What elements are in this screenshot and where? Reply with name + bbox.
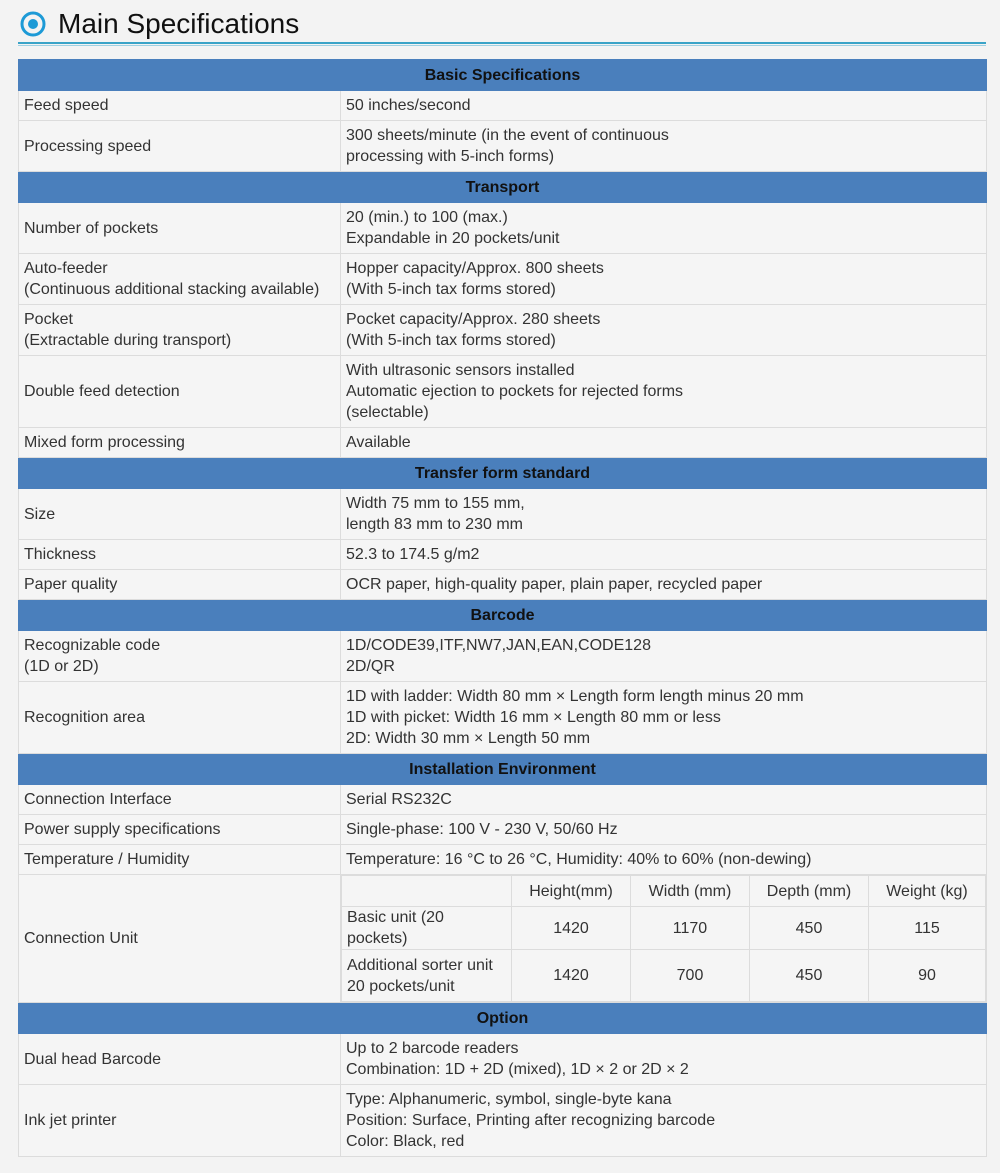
- spec-value: Single-phase: 100 V - 230 V, 50/60 Hz: [341, 815, 987, 845]
- section-header-basic: Basic Specifications: [19, 60, 987, 91]
- unit-depth: 450: [750, 950, 869, 1002]
- spec-value: 1D/CODE39,ITF,NW7,JAN,EAN,CODE128 2D/QR: [341, 631, 987, 682]
- connection-unit-header-row: [342, 876, 986, 907]
- column-header: Weight (kg): [869, 876, 986, 907]
- title-divider: [18, 42, 986, 44]
- unit-weight: 115: [869, 907, 986, 950]
- spec-label: Number of pockets: [19, 203, 341, 254]
- unit-name: Additional sorter unit 20 pockets/unit: [342, 950, 512, 1002]
- spec-label: Double feed detection: [19, 356, 341, 428]
- spec-value: 52.3 to 174.5 g/m2: [341, 540, 987, 570]
- spec-value: Pocket capacity/Approx. 280 sheets (With 5-inch tax forms stored): [341, 305, 987, 356]
- unit-name: Basic unit (20 pockets): [342, 907, 512, 950]
- section-header-barcode: Barcode: [19, 600, 987, 631]
- spec-value: With ultrasonic sensors installed Automatic ejection to pockets for rejected forms (selectable): [341, 356, 987, 428]
- spec-table: [18, 59, 987, 1157]
- page-title: Main Specifications: [58, 8, 300, 39]
- spec-label: Thickness: [19, 540, 341, 570]
- spec-label: Pocket (Extractable during transport): [19, 305, 341, 356]
- unit-height: 1420: [512, 907, 631, 950]
- spec-row: [19, 570, 987, 600]
- column-header: Height(mm): [512, 876, 631, 907]
- unit-weight: 90: [869, 950, 986, 1002]
- spec-value: Width 75 mm to 155 mm, length 83 mm to 230 mm: [341, 489, 987, 540]
- unit-width: 1170: [631, 907, 750, 950]
- connection-unit-table: [341, 875, 986, 1002]
- spec-row: [19, 845, 987, 875]
- spec-label: Power supply specifications: [19, 815, 341, 845]
- spec-value: 300 sheets/minute (in the event of continuous processing with 5-inch forms): [341, 121, 987, 172]
- column-header: [342, 876, 512, 907]
- spec-label: Ink jet printer: [19, 1085, 341, 1157]
- spec-row: [19, 356, 987, 428]
- unit-depth: 450: [750, 907, 869, 950]
- spec-value: OCR paper, high-quality paper, plain paper, recycled paper: [341, 570, 987, 600]
- spec-label: Recognizable code (1D or 2D): [19, 631, 341, 682]
- spec-row: [19, 203, 987, 254]
- table-row: [342, 950, 986, 1002]
- spec-row: [19, 785, 987, 815]
- spec-label: Processing speed: [19, 121, 341, 172]
- spec-value: Type: Alphanumeric, symbol, single-byte kana Position: Surface, Printing after recognizing barcode Color: Black, red: [341, 1085, 987, 1157]
- spec-label: Temperature / Humidity: [19, 845, 341, 875]
- circle-bullet-icon: [20, 11, 46, 37]
- spec-value: Temperature: 16 °C to 26 °C, Humidity: 40% to 60% (non-dewing): [341, 845, 987, 875]
- spec-value: Serial RS232C: [341, 785, 987, 815]
- spec-row: [19, 305, 987, 356]
- spec-value: 20 (min.) to 100 (max.) Expandable in 20 pockets/unit: [341, 203, 987, 254]
- spec-row-connection-unit: [19, 875, 987, 1003]
- column-header: Width (mm): [631, 876, 750, 907]
- spec-row: [19, 254, 987, 305]
- connection-unit-table-cell: [341, 875, 987, 1003]
- spec-row: [19, 428, 987, 458]
- section-header-transfer: Transfer form standard: [19, 458, 987, 489]
- title-divider-light: [18, 45, 986, 46]
- spec-label: Dual head Barcode: [19, 1034, 341, 1085]
- spec-row: [19, 91, 987, 121]
- spec-label: Auto-feeder (Continuous additional stacking available): [19, 254, 341, 305]
- unit-height: 1420: [512, 950, 631, 1002]
- table-row: [342, 907, 986, 950]
- spec-label: Mixed form processing: [19, 428, 341, 458]
- unit-width: 700: [631, 950, 750, 1002]
- column-header: Depth (mm): [750, 876, 869, 907]
- spec-value: Up to 2 barcode readers Combination: 1D + 2D (mixed), 1D × 2 or 2D × 2: [341, 1034, 987, 1085]
- spec-label: Connection Interface: [19, 785, 341, 815]
- spec-row: [19, 1085, 987, 1157]
- spec-row: [19, 489, 987, 540]
- spec-value: 1D with ladder: Width 80 mm × Length form length minus 20 mm 1D with picket: Width 16 mm × Length 80 mm or less 2D: Width 30 mm × Length 50 mm: [341, 682, 987, 754]
- spec-row: [19, 682, 987, 754]
- spec-row: [19, 121, 987, 172]
- spec-label: Feed speed: [19, 91, 341, 121]
- spec-value: Hopper capacity/Approx. 800 sheets (With 5-inch tax forms stored): [341, 254, 987, 305]
- spec-value: Available: [341, 428, 987, 458]
- spec-label: Paper quality: [19, 570, 341, 600]
- spec-row: [19, 815, 987, 845]
- spec-row: [19, 631, 987, 682]
- section-header-transport: Transport: [19, 172, 987, 203]
- section-header-option: Option: [19, 1003, 987, 1034]
- spec-label: Recognition area: [19, 682, 341, 754]
- spec-row: [19, 540, 987, 570]
- spec-label: Size: [19, 489, 341, 540]
- spec-value: 50 inches/second: [341, 91, 987, 121]
- spec-row: [19, 1034, 987, 1085]
- page-header: [18, 0, 986, 47]
- section-header-install: Installation Environment: [19, 754, 987, 785]
- spec-label: Connection Unit: [19, 875, 341, 1003]
